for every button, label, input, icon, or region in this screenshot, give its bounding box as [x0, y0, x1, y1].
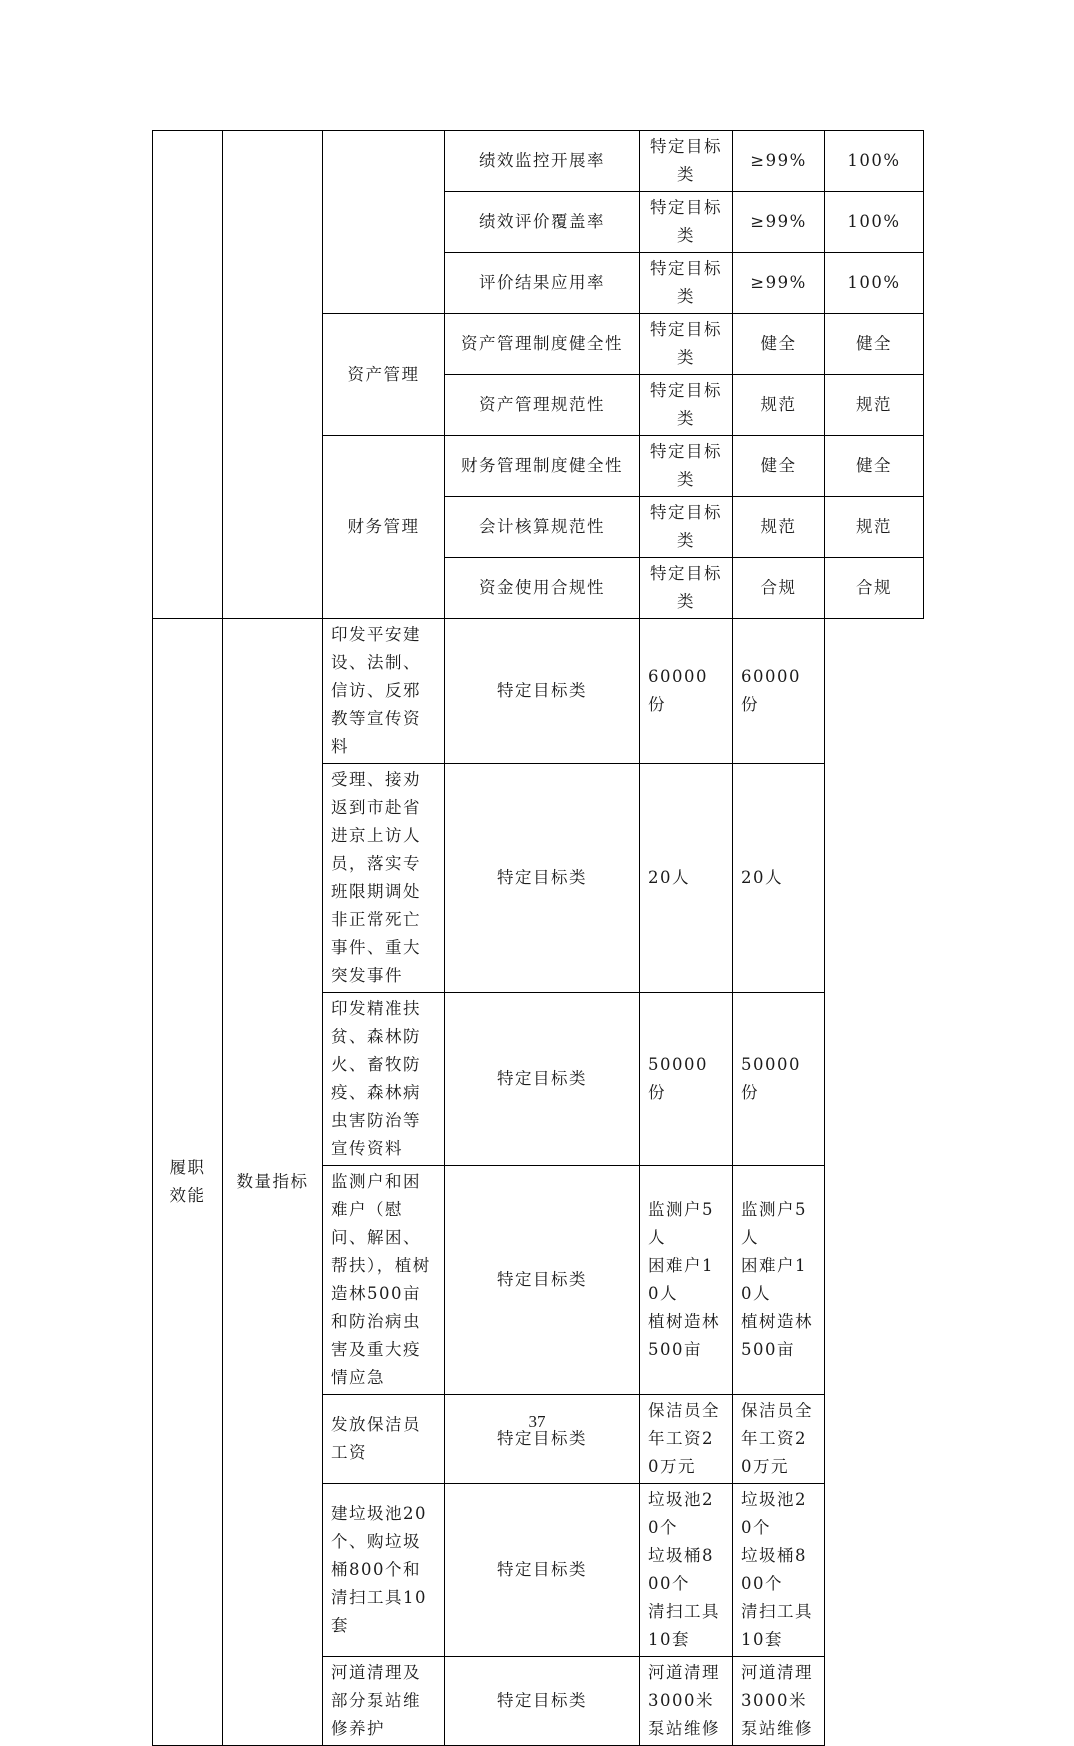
level1-cell — [153, 131, 223, 619]
target-cell: 60000份 — [640, 619, 733, 764]
actual-cell: 20人 — [733, 764, 825, 993]
type-cell: 特定目标类 — [445, 1166, 640, 1395]
indicator-cell: 监测户和困难户（慰问、解困、帮扶），植树造林500亩和防治病虫害及重大疫情应急 — [323, 1166, 445, 1395]
indicator-cell: 财务管理制度健全性 — [445, 436, 640, 497]
type-cell: 特定目标类 — [640, 558, 733, 619]
actual-cell: 健全 — [825, 436, 924, 497]
target-cell: 20人 — [640, 764, 733, 993]
type-cell: 特定目标类 — [640, 131, 733, 192]
actual-cell: 健全 — [825, 314, 924, 375]
group-asset-management: 资产管理 — [323, 314, 445, 436]
indicator-cell: 河道清理及部分泵站维修养护 — [323, 1657, 445, 1746]
actual-cell: 河道清理3000米泵站维修 — [733, 1657, 825, 1746]
type-cell: 特定目标类 — [640, 192, 733, 253]
target-cell: 监测户5人 困难户10人 植树造林500亩 — [640, 1166, 733, 1395]
type-cell: 特定目标类 — [445, 993, 640, 1166]
actual-cell: 100% — [825, 253, 924, 314]
type-cell: 特定目标类 — [640, 253, 733, 314]
target-cell: 垃圾池20个 垃圾桶800个 清扫工具10套 — [640, 1484, 733, 1657]
type-cell: 特定目标类 — [640, 436, 733, 497]
actual-cell: 60000份 — [733, 619, 825, 764]
type-cell: 特定目标类 — [445, 1657, 640, 1746]
level3-cell-upper — [323, 131, 445, 314]
indicator-cell: 发放保洁员工资 — [323, 1395, 445, 1484]
indicator-cell: 资产管理制度健全性 — [445, 314, 640, 375]
target-cell: 合规 — [733, 558, 825, 619]
indicator-cell: 资金使用合规性 — [445, 558, 640, 619]
indicator-table — [152, 130, 924, 1746]
indicator-cell: 资产管理规范性 — [445, 375, 640, 436]
target-cell: 健全 — [733, 314, 825, 375]
target-cell: 规范 — [733, 375, 825, 436]
type-cell: 特定目标类 — [445, 1395, 640, 1484]
actual-cell: 100% — [825, 131, 924, 192]
actual-cell: 规范 — [825, 375, 924, 436]
target-cell: 规范 — [733, 497, 825, 558]
actual-cell: 合规 — [825, 558, 924, 619]
target-cell: 健全 — [733, 436, 825, 497]
target-cell: ≥99% — [733, 192, 825, 253]
actual-cell: 100% — [825, 192, 924, 253]
actual-cell: 规范 — [825, 497, 924, 558]
type-cell: 特定目标类 — [640, 497, 733, 558]
type-cell: 特定目标类 — [640, 375, 733, 436]
actual-cell: 监测户5人 困难户10人 植树造林500亩 — [733, 1166, 825, 1395]
actual-cell: 50000份 — [733, 993, 825, 1166]
page-number: 37 — [528, 1412, 546, 1431]
indicator-cell: 印发精准扶贫、森林防火、畜牧防疫、森林病虫害防治等宣传资料 — [323, 993, 445, 1166]
target-cell: 保洁员全年工资20万元 — [640, 1395, 733, 1484]
type-cell: 特定目标类 — [445, 619, 640, 764]
indicator-cell: 受理、接劝返到市赴省进京上访人员，落实专班限期调处非正常死亡事件、重大突发事件 — [323, 764, 445, 993]
group-quantity-indicator: 数量指标 — [223, 619, 323, 1746]
actual-cell: 垃圾池20个 垃圾桶800个 清扫工具10套 — [733, 1484, 825, 1657]
indicator-cell: 印发平安建设、法制、信访、反邪教等宣传资料 — [323, 619, 445, 764]
indicator-cell: 绩效监控开展率 — [445, 131, 640, 192]
target-cell: 河道清理3000米泵站维修 — [640, 1657, 733, 1746]
type-cell: 特定目标类 — [445, 764, 640, 993]
performance-category-cell: 履职效能 — [153, 619, 223, 1746]
indicator-cell: 评价结果应用率 — [445, 253, 640, 314]
target-cell: ≥99% — [733, 253, 825, 314]
type-cell: 特定目标类 — [445, 1484, 640, 1657]
group-finance-management: 财务管理 — [323, 436, 445, 619]
indicator-cell: 建垃圾池20个、购垃圾桶800个和清扫工具10套 — [323, 1484, 445, 1657]
indicator-cell: 会计核算规范性 — [445, 497, 640, 558]
target-cell: ≥99% — [733, 131, 825, 192]
type-cell: 特定目标类 — [640, 314, 733, 375]
level2-cell-upper — [223, 131, 323, 619]
actual-cell: 保洁员全年工资20万元 — [733, 1395, 825, 1484]
indicator-cell: 绩效评价覆盖率 — [445, 192, 640, 253]
target-cell: 50000份 — [640, 993, 733, 1166]
